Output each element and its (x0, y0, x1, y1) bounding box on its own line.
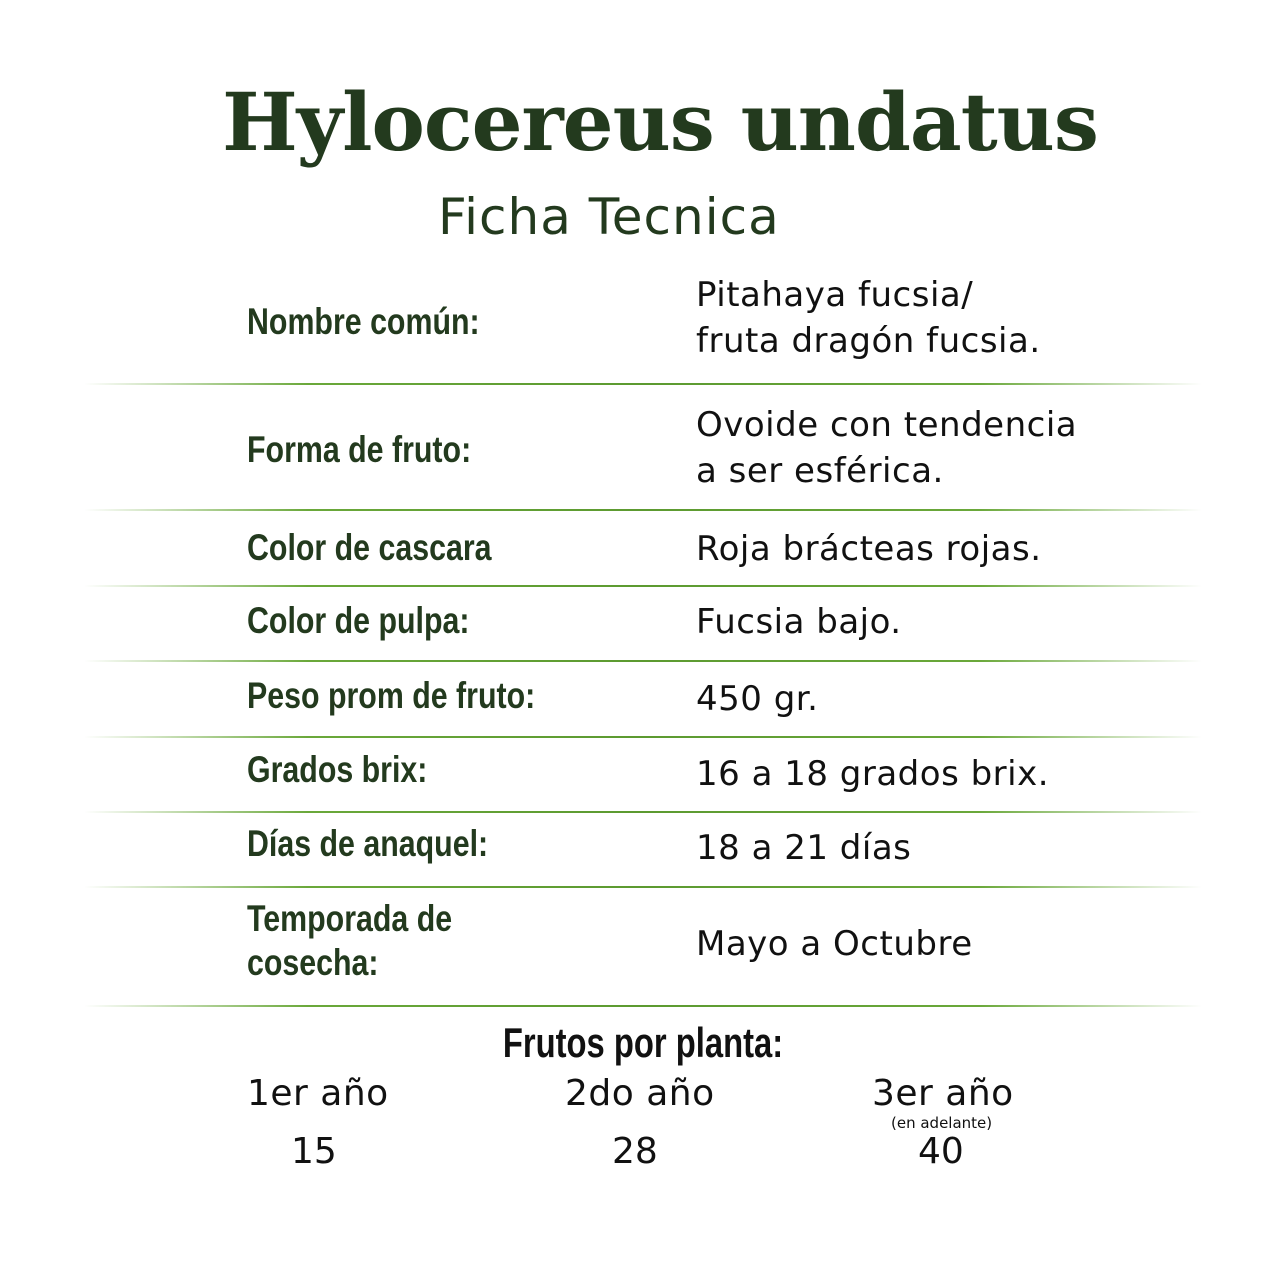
label-nombre-comun: Nombre común: (247, 301, 480, 342)
value-grados-brix: 16 a 18 grados brix. (696, 754, 1050, 794)
value-forma-de-fruto-line-2: a ser esférica. (696, 451, 944, 491)
value-color-de-cascara: Roja brácteas rojas. (696, 529, 1042, 569)
frutos-title: Frutos por planta: (502, 1019, 784, 1066)
year-label-2: 2do año (565, 1073, 715, 1114)
label-grados-brix: Grados brix: (247, 749, 428, 790)
value-dias-de-anaquel: 18 a 21 días (696, 828, 912, 868)
label-dias-de-anaquel: Días de anaquel: (247, 823, 489, 864)
divider (84, 811, 1202, 813)
value-forma-de-fruto-line-1: Ovoide con tendencia (696, 405, 1078, 445)
divider (84, 585, 1202, 587)
label-peso-prom-de-fruto: Peso prom de fruto: (247, 675, 536, 716)
value-temporada-de-cosecha: Mayo a Octubre (696, 924, 973, 964)
count-1: 15 (291, 1131, 337, 1172)
year-note-3: (en adelante) (891, 1114, 993, 1132)
value-color-de-pulpa: Fucsia bajo. (696, 602, 902, 642)
value-nombre-comun-line-2: fruta dragón fucsia. (696, 321, 1041, 361)
label-forma-de-fruto: Forma de fruto: (247, 429, 472, 470)
label-temporada-line-1: Temporada de (247, 898, 453, 939)
page-subtitle: Ficha Tecnica (438, 188, 780, 246)
label-color-de-cascara: Color de cascara (247, 527, 492, 568)
count-2: 28 (612, 1131, 658, 1172)
divider (84, 509, 1202, 511)
value-peso-prom-de-fruto: 450 gr. (696, 679, 819, 719)
count-3: 40 (918, 1131, 964, 1172)
value-nombre-comun-line-1: Pitahaya fucsia/ (696, 275, 974, 315)
divider (84, 736, 1202, 738)
divider (84, 383, 1202, 385)
divider (84, 660, 1202, 662)
year-label-3: 3er año (872, 1073, 1014, 1114)
year-label-1: 1er año (247, 1073, 389, 1114)
divider (84, 886, 1202, 888)
page-title: Hylocereus undatus (222, 75, 1098, 169)
divider (84, 1005, 1202, 1007)
label-color-de-pulpa: Color de pulpa: (247, 600, 470, 641)
label-temporada-line-2: cosecha: (247, 942, 379, 983)
